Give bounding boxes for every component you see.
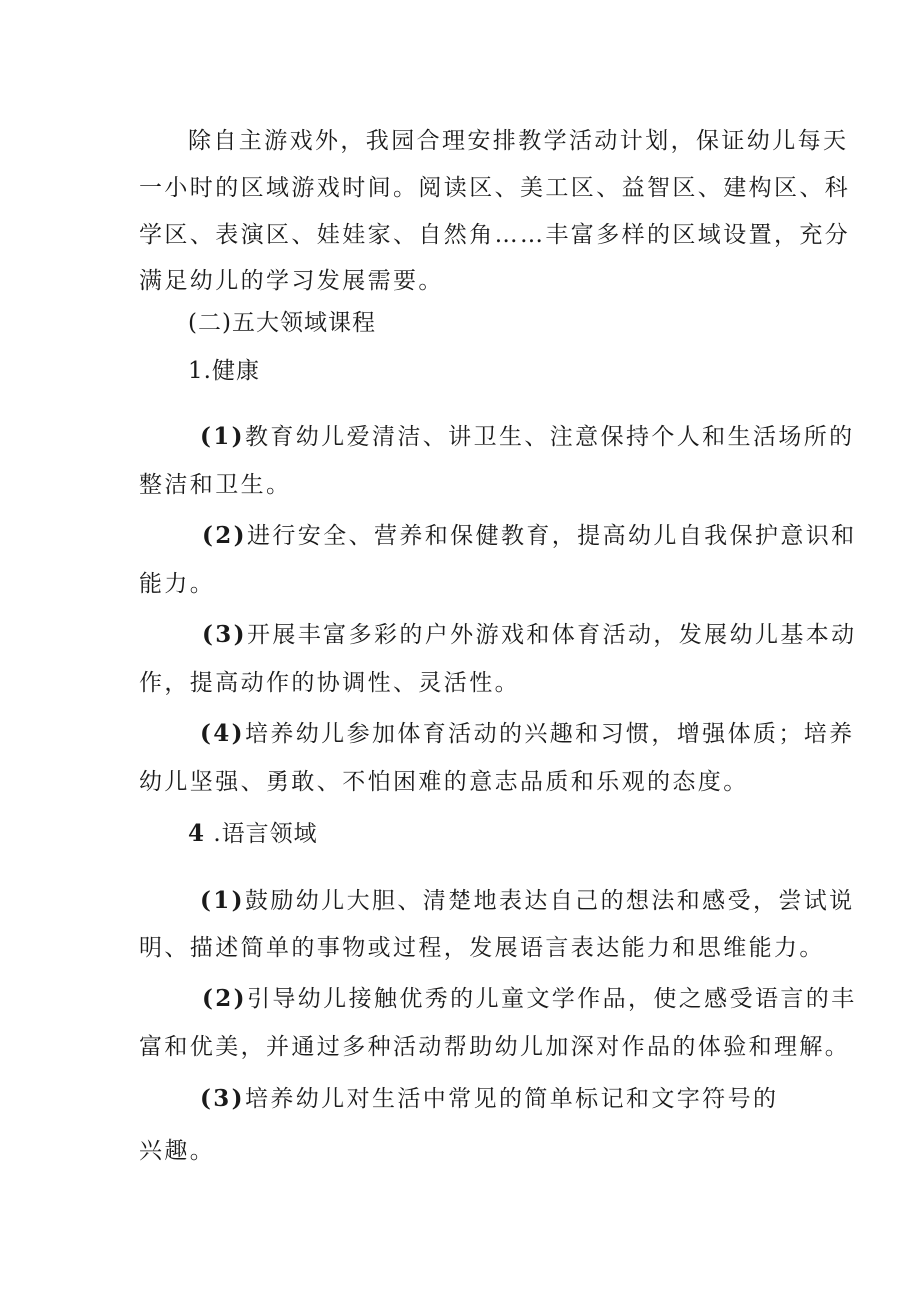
language-item-3-number: (3): [200, 1085, 245, 1112]
health-item-4-text: 培养幼儿参加体育活动的兴趣和习惯，增强体质；培养: [244, 721, 855, 747]
intro-line-2: 一小时的区域游戏时间。阅读区、美工区、益智区、建构区、科: [139, 175, 851, 201]
health-item-3-line-1: [202, 620, 857, 650]
health-item-1-line-1: [200, 422, 855, 452]
health-item-2-number: (2): [202, 522, 247, 549]
health-item-1-text: 教育幼儿爱清洁、讲卫生、注意保持个人和生活场所的: [244, 424, 855, 450]
language-heading-text: .语言领域: [213, 821, 318, 847]
health-item-4-number: (4): [200, 720, 245, 747]
health-item-2-text: 进行安全、营养和保健教育，提高幼儿自我保护意识和: [246, 523, 857, 549]
health-heading: 1.健康: [188, 358, 260, 384]
language-item-2-number: (2): [202, 985, 247, 1012]
health-item-3-line-2: 作，提高动作的协调性、灵活性。: [139, 670, 520, 696]
health-item-3-number: (3): [202, 621, 247, 648]
language-item-1-number: (1): [200, 887, 245, 914]
language-item-3-text: 培养幼儿对生活中常见的简单标记和文字符号的: [244, 1086, 779, 1112]
health-item-1-line-2: 整洁和卫生。: [139, 472, 292, 498]
language-item-3-line-2: 兴趣。: [139, 1138, 216, 1164]
language-item-2-line-2: 富和优美，并通过多种活动帮助幼儿加深对作品的体验和理解。: [139, 1034, 851, 1060]
health-item-1-number: (1): [200, 423, 245, 450]
health-item-4-line-1: [200, 719, 855, 749]
intro-line-3: 学区、表演区、娃娃家、自然角……丰富多样的区域设置，充分: [139, 222, 851, 248]
language-item-1-line-1: [200, 886, 855, 916]
language-item-2-line-1: [202, 984, 857, 1014]
health-item-2-line-2: 能力。: [139, 571, 216, 597]
language-heading: [188, 819, 318, 849]
language-item-2-text: 引导幼儿接触优秀的儿童文学作品，使之感受语言的丰: [246, 986, 857, 1012]
health-item-4-line-2: 幼儿坚强、勇敢、不怕困难的意志品质和乐观的态度。: [139, 769, 749, 795]
section-title: (二)五大领域课程: [188, 310, 376, 336]
health-item-2-line-1: [202, 521, 857, 551]
intro-line-4: 满足幼儿的学习发展需要。: [139, 268, 444, 294]
intro-line-1: 除自主游戏外，我园合理安排教学活动计划，保证幼儿每天: [188, 128, 849, 154]
language-item-1-line-2: 明、描述简单的事物或过程，发展语言表达能力和思维能力。: [139, 935, 825, 961]
language-item-1-text: 鼓励幼儿大胆、清楚地表达自己的想法和感受，尝试说: [244, 888, 855, 914]
health-item-3-text: 开展丰富多彩的户外游戏和体育活动，发展幼儿基本动: [246, 622, 857, 648]
language-heading-number: 4: [188, 820, 206, 847]
language-item-3-line-1: [200, 1084, 778, 1114]
